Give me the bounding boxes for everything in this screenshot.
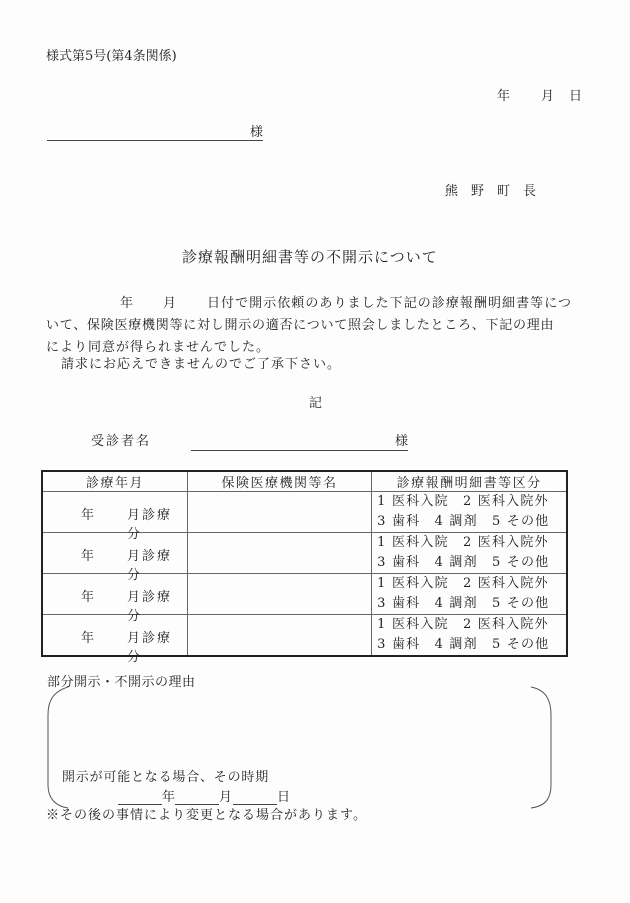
issuer: 熊 野 町 長 <box>445 184 537 199</box>
document-title: 診療報酬明細書等の不開示について <box>182 248 438 266</box>
category-options-1: 1 医科入院 2 医科入院外 <box>377 576 549 591</box>
month-label: 月診療分 <box>127 631 173 665</box>
body-line2: いて、保険医療機関等に対し開示の適否について照会しましたところ、下記の理由 <box>46 318 555 333</box>
category-options-2: 3 歯科 4 調剤 5 その他 <box>377 596 550 611</box>
header-institution: 保険医療機関等名 <box>187 471 371 492</box>
body-year: 年 <box>120 296 134 311</box>
category-options-1: 1 医科入院 2 医科入院外 <box>377 535 549 550</box>
change-note: ※その後の事情により変更となる場合があります。 <box>46 808 367 823</box>
addressee-suffix: 様 <box>250 125 264 140</box>
header-treatment-month: 診療年月 <box>42 471 187 492</box>
year-label: 年 <box>81 549 95 564</box>
header-category: 診療報酬明細書等区分 <box>372 471 567 492</box>
year-label: 年 <box>81 631 95 646</box>
category-options-1: 1 医科入院 2 医科入院外 <box>377 617 549 632</box>
body-line1: 日付で開示依頼のありました下記の診療報酬明細書等につ <box>207 296 573 311</box>
possible-year-field[interactable] <box>118 804 162 805</box>
month-label: 月診療分 <box>127 590 173 624</box>
body-month: 月 <box>163 296 177 311</box>
month-label: 月診療分 <box>127 508 173 542</box>
possible-year-label: 年 <box>162 790 176 805</box>
body-line4: 請求にお応えできませんのでご了承下さい。 <box>61 357 342 372</box>
form-number: 様式第5号(第4条関係) <box>46 49 177 64</box>
date-year-label: 年 <box>497 89 511 104</box>
ki-heading: 記 <box>309 396 323 411</box>
body-line3: により同意が得られませんでした。 <box>46 340 271 355</box>
possible-timing-label: 開示が可能となる場合、その時期 <box>62 770 270 785</box>
possible-month-field[interactable] <box>175 804 219 805</box>
reason-input-area[interactable] <box>60 692 545 762</box>
possible-day-field[interactable] <box>233 804 277 805</box>
month-label: 月診療分 <box>127 549 173 583</box>
date-day-label: 日 <box>569 89 583 104</box>
reason-label: 部分開示・不開示の理由 <box>47 675 196 690</box>
patient-label: 受診者名 <box>91 434 152 449</box>
date-month-label: 月 <box>541 89 555 104</box>
possible-month-label: 月 <box>219 790 233 805</box>
year-label: 年 <box>81 508 95 523</box>
category-options-2: 3 歯科 4 調剤 5 その他 <box>377 637 550 652</box>
patient-suffix: 様 <box>395 434 409 449</box>
category-options-1: 1 医科入院 2 医科入院外 <box>377 494 549 509</box>
category-options-2: 3 歯科 4 調剤 5 その他 <box>377 555 550 570</box>
possible-day-label: 日 <box>277 790 291 805</box>
category-options-2: 3 歯科 4 調剤 5 その他 <box>377 514 550 529</box>
year-label: 年 <box>81 590 95 605</box>
